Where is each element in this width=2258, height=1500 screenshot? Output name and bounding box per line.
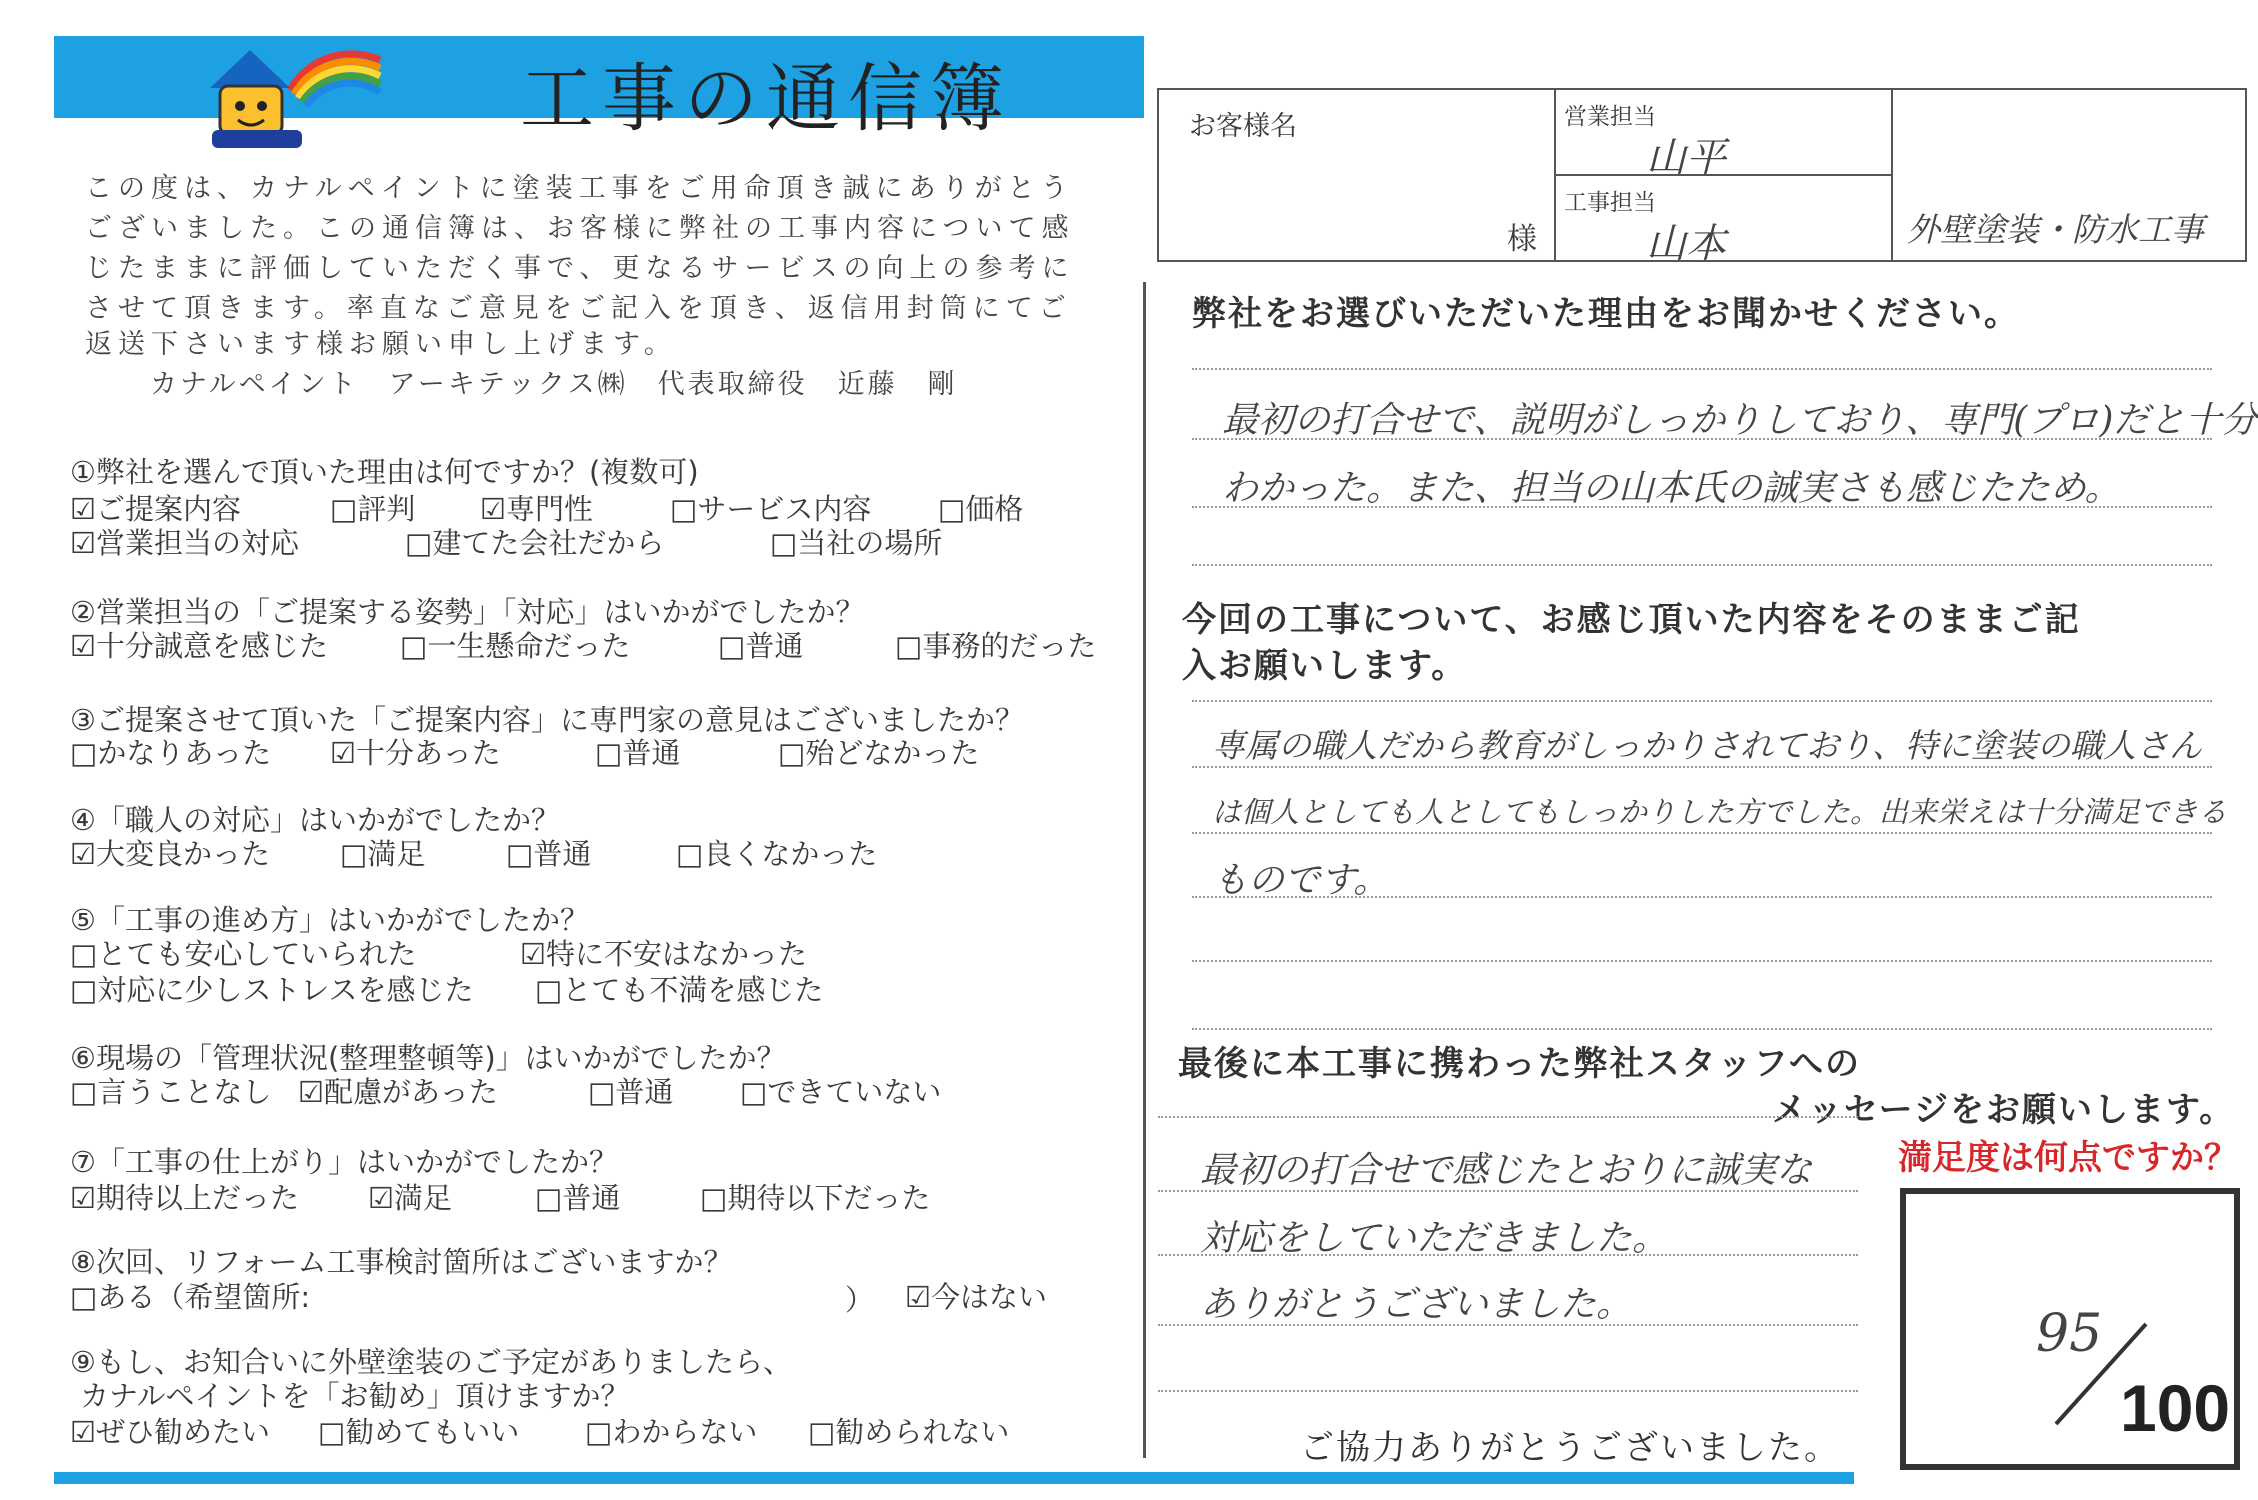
option[interactable]: □評判 — [330, 492, 416, 526]
info-table — [1157, 88, 2247, 267]
option[interactable]: □とても不満を感じた — [535, 973, 824, 1007]
score-value: 95 — [2036, 1304, 2103, 1364]
option-checked[interactable]: ☑専門性 — [480, 492, 593, 526]
handwritten-answer: ものです。 — [1212, 860, 1390, 901]
intro-line: させて頂きます。率直なご意見をご記入を頂き、返信用封筒にてご — [85, 293, 1072, 324]
section-impression-title-2: 入お願いします。 — [1182, 646, 1468, 686]
option-checked[interactable]: ☑満足 — [368, 1181, 452, 1215]
writing-line — [1158, 1390, 1858, 1392]
option-checked[interactable]: ☑期待以上だった — [70, 1181, 299, 1215]
handwritten-answer: わかった。また、担当の山本氏の誠実さも感じたため。 — [1222, 468, 2121, 509]
writing-line — [1192, 896, 2212, 898]
writing-line — [1158, 1116, 1858, 1118]
option-checked[interactable]: ☑今はない — [905, 1280, 1047, 1314]
score-label: 満足度は何点ですか？ — [1898, 1138, 2238, 1178]
option[interactable]: □わからない — [585, 1415, 758, 1449]
option[interactable]: □一生懸命だった — [400, 629, 631, 663]
handwritten-answer: 最初の打合せで感じたとおりに誠実な — [1200, 1150, 1813, 1191]
option[interactable]: □殆どなかった — [778, 736, 980, 770]
writing-line — [1192, 564, 2212, 566]
question-9: ⑨もし、お知合いに外壁塗装のご予定がありましたら、 — [70, 1345, 792, 1379]
column-divider — [1143, 282, 1146, 1458]
writing-line — [1192, 832, 2212, 834]
option-checked[interactable]: ☑ぜひ勧めたい — [70, 1415, 270, 1449]
handwritten-answer: ありがとうございました。 — [1200, 1284, 1633, 1325]
intro-line: じたままに評価していただく事で、更なるサービスの向上の参考に — [85, 253, 1075, 284]
document-title: 工事の通信簿 — [520, 56, 1012, 142]
construction-name: 山本 — [1646, 221, 1726, 267]
intro-line: ございました。この通信簿は、お客様に弊社の工事内容について感 — [85, 213, 1075, 244]
sama-label: 様 — [1507, 222, 1537, 257]
writing-line — [1158, 1324, 1858, 1326]
option[interactable]: □良くなかった — [676, 837, 878, 871]
option-checked[interactable]: ☑十分あった — [330, 736, 501, 770]
score-max: 100 — [2120, 1371, 2231, 1445]
question-3: ③ご提案させて頂いた「ご提案内容」に専門家の意見はございましたか？ — [70, 703, 1024, 737]
option-checked[interactable]: ☑大変良かった — [70, 837, 270, 871]
work-type-cell — [1892, 89, 2246, 261]
writing-line — [1192, 1028, 2212, 1030]
bottom-banner — [54, 1472, 1854, 1484]
option[interactable]: □価格 — [938, 492, 1024, 526]
option[interactable]: □事務的だった — [895, 629, 1097, 663]
option-checked[interactable]: ☑ご提案内容 — [70, 492, 241, 526]
section-impression-title: 今回の工事について、お感じ頂いた内容をそのままご記 — [1182, 600, 2081, 640]
construction-cell — [1555, 175, 1892, 267]
option[interactable]: □建てた会社だから — [405, 526, 665, 560]
writing-line — [1192, 700, 2212, 702]
option[interactable]: □満足 — [340, 837, 426, 871]
work-type: 外壁塗装・防水工事 — [1907, 210, 2204, 249]
option-checked[interactable]: ☑特に不安はなかった — [520, 937, 807, 971]
option[interactable]: □普通 — [506, 837, 592, 871]
question-4: ④「職人の対応」はいかがでしたか？ — [70, 803, 560, 837]
handwritten-answer: 専属の職人だから教育がしっかりされており、特に塗装の職人さん — [1212, 726, 2202, 765]
question-5: ⑤「工事の進め方」はいかがでしたか？ — [70, 903, 589, 937]
handwritten-answer: 最初の打合せで、説明がしっかりしており、専門(プロ)だと十分 — [1222, 400, 2258, 441]
customer-cell — [1158, 89, 1555, 261]
writing-line — [1192, 506, 2212, 508]
option[interactable]: □普通 — [718, 629, 804, 663]
writing-line — [1158, 1190, 1858, 1192]
handwritten-answer: 対応をしていただきました。 — [1200, 1218, 1669, 1259]
option[interactable]: □勧められない — [808, 1415, 1010, 1449]
thanks-message: ご協力ありがとうございました。 — [1300, 1428, 1840, 1468]
writing-line — [1158, 1254, 1858, 1256]
mascot-logo-icon — [190, 30, 390, 150]
writing-line — [1192, 438, 2212, 440]
handwritten-answer: は個人としても人としてもしっかりした方でした。出来栄えは十分満足できる — [1212, 795, 2228, 829]
option[interactable]: □普通 — [535, 1181, 621, 1215]
option[interactable]: □かなりあった — [70, 736, 272, 770]
option[interactable]: □期待以下だった — [700, 1181, 931, 1215]
company-signature: カナルペイント アーキテックス㈱ 代表取締役 近藤 剛 — [150, 369, 958, 400]
option[interactable]: □ある（希望箇所: — [70, 1280, 311, 1314]
question-2: ②営業担当の「ご提案する姿勢」「対応」はいかがでしたか？ — [70, 595, 865, 629]
question-6: ⑥現場の「管理状況(整理整頓等)」はいかがでしたか？ — [70, 1041, 786, 1075]
construction-label: 工事担当 — [1564, 190, 1656, 216]
question-1: ①弊社を選んで頂いた理由は何ですか？(複数可) — [70, 455, 699, 489]
intro-line: 返送下さいます様お願い申し上げます。 — [85, 329, 677, 360]
writing-line — [1192, 960, 2212, 962]
writing-line — [1192, 766, 2212, 768]
option-checked[interactable]: ☑営業担当の対応 — [70, 526, 299, 560]
section-message-title: 最後に本工事に携わった弊社スタッフへの — [1178, 1044, 1861, 1084]
customer-label: お客様名 — [1189, 111, 1297, 142]
option[interactable]: □勧めてもいい — [318, 1415, 520, 1449]
section-message-title-2: メッセージをお願いします。 — [1772, 1090, 2236, 1130]
question-7: ⑦「工事の仕上がり」はいかがでしたか？ — [70, 1145, 618, 1179]
option[interactable]: □対応に少しストレスを感じた — [70, 973, 474, 1007]
sales-label: 営業担当 — [1564, 104, 1656, 130]
option[interactable]: □とても安心していられた — [70, 937, 417, 971]
sales-cell — [1555, 89, 1892, 181]
option[interactable]: □普通 — [595, 736, 681, 770]
option[interactable]: □サービス内容 — [670, 492, 872, 526]
option-checked[interactable]: ☑十分誠意を感じた — [70, 629, 328, 663]
option[interactable]: □普通 — [588, 1075, 674, 1109]
option[interactable]: □言うことなし — [70, 1075, 272, 1109]
option-bracket: ） — [845, 1283, 875, 1317]
intro-line: この度は、カナルペイントに塗装工事をご用命頂き誠にありがとう — [85, 173, 1074, 204]
option[interactable]: □できていない — [740, 1075, 942, 1109]
sales-name: 山平 — [1646, 135, 1726, 181]
question-9-line2: カナルペイントを「お勧め」頂けますか？ — [80, 1379, 630, 1413]
option-checked[interactable]: ☑配慮があった — [298, 1075, 498, 1109]
option[interactable]: □当社の場所 — [770, 526, 943, 560]
score-box — [1900, 1188, 2240, 1470]
writing-line — [1192, 368, 2212, 370]
section-reason-title: 弊社をお選びいただいた理由をお聞かせください。 — [1192, 294, 2020, 334]
question-8: ⑧次回、リフォーム工事検討箇所はございますか？ — [70, 1245, 733, 1279]
